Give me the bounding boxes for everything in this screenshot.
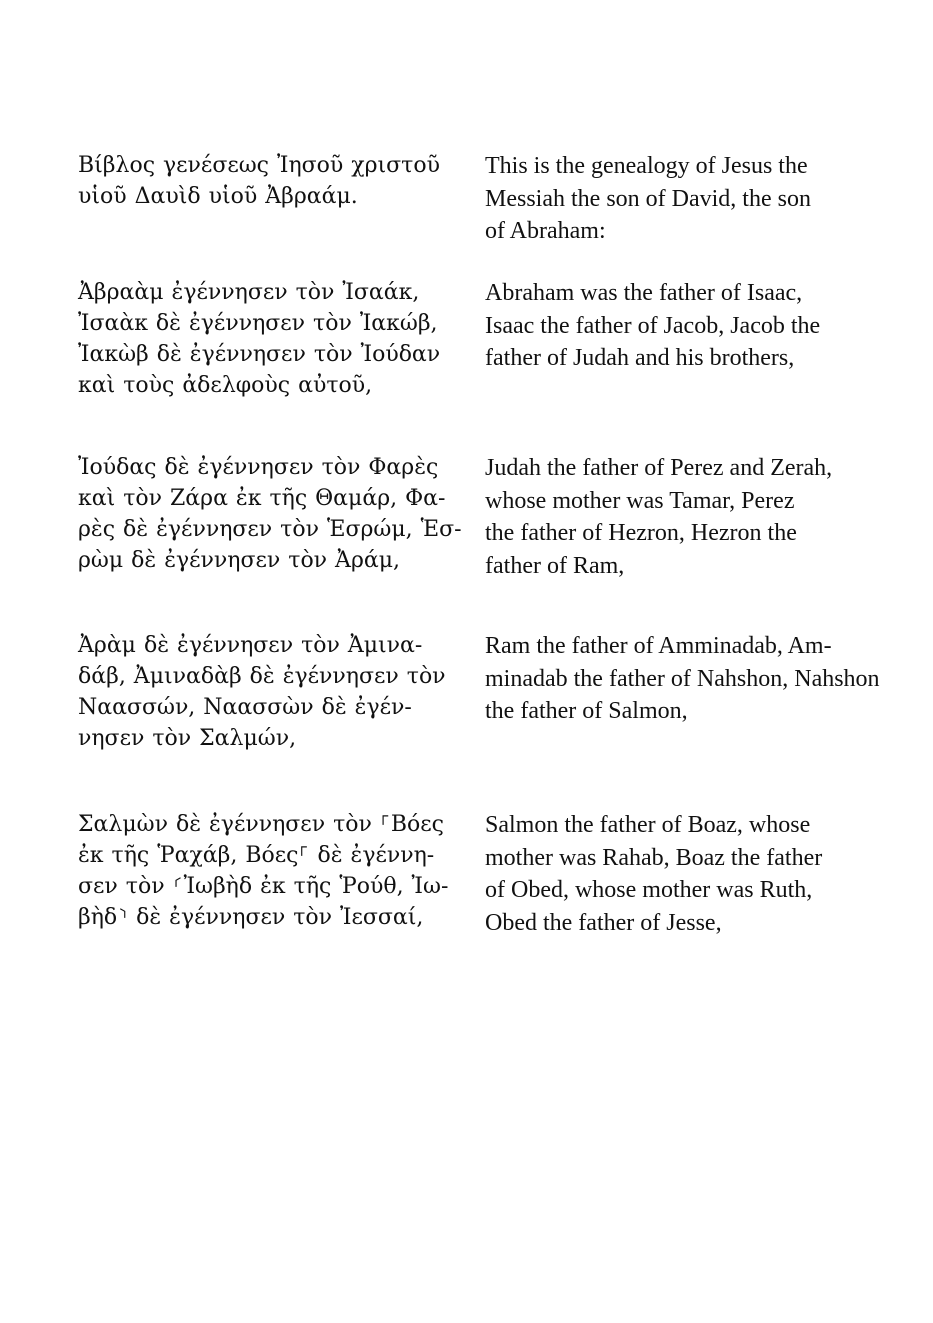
greek-text: Ἀρὰμ δὲ ἐγέννησεν τὸν Ἀμινα- δάβ, Ἀμιναδὰβ δὲ ἐγέννησεν τὸν Ναασσών, Ναασσὼν δὲ ἐγέν- νησεν τὸν Σαλμών, [78,633,446,751]
english-text: Salmon the father of Boaz, whose mother was Rahab, Boaz the father of Obed, whose mother was Ruth, Obed the father of Jesse, [485,812,823,936]
greek-text: Ἰούδας δὲ ἐγέννησεν τὸν Φαρὲς καὶ τὸν Ζάρα ἐκ τῆς Θαμάρ, Φα- ρὲς δὲ ἐγέννησεν τὸν Ἑσρώμ, Ἑσ- ρὼμ δὲ ἐγέννησεν τὸν Ἀράμ, [78,455,462,573]
english-text: Judah the father of Perez and Zerah, whose mother was Tamar, Perez the father of Hezron, Hezron the father of Ram, [485,455,833,579]
greek-text: Σαλμὼν δὲ ἐγέννησεν τὸν ⸀Βόες ἐκ τῆς Ῥαχάβ, Βόες⸀ δὲ ἐγέννη- σεν τὸν ⸂Ἰωβὴδ ἐκ τῆς Ῥούθ, Ἰω- βὴδ⸃ δὲ ἐγέννησεν τὸν Ἰεσσαί, [78,812,449,930]
greek-text: Ἀβραὰμ ἐγέννησεν τὸν Ἰσαάκ, Ἰσαὰκ δὲ ἐγέννησεν τὸν Ἰακώβ, Ἰακὼβ δὲ ἐγέννησεν τὸν Ἰούδαν καὶ τοὺς ἀδελφοὺς αὐτοῦ, [78,280,441,398]
english-text: Abraham was the father of Isaac, Isaac the father of Jacob, Jacob the father of Judah and his brothers, [485,280,821,371]
greek-text: Βίβλος γενέσεως Ἰησοῦ χριστοῦ υἱοῦ Δαυὶδ υἱοῦ Ἀβραάμ. [78,153,440,209]
english-text: Ram the father of Amminadab, Am- minadab the father of Nahshon, Nahshon the father of Salmon, [485,633,880,724]
english-text: This is the genealogy of Jesus the Messiah the son of David, the son of Abraham: [485,153,811,244]
